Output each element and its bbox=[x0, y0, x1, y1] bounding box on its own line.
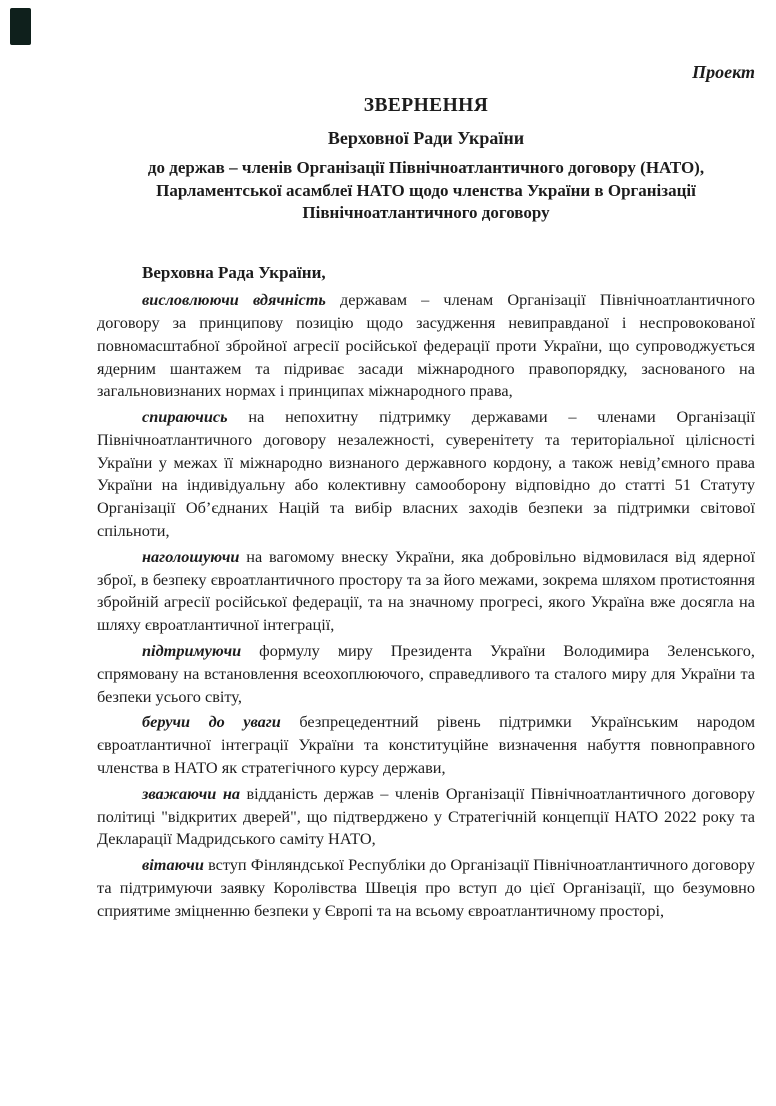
paragraph-beruchy-do-uvahy bbox=[97, 711, 755, 779]
paragraph-lead: зважаючи на bbox=[142, 783, 241, 803]
paragraph-lead: вітаючи bbox=[142, 855, 204, 875]
paragraph-lead: підтримуючи bbox=[142, 641, 242, 661]
paragraph-zvazhaiuchy-na bbox=[97, 783, 755, 851]
paragraph-naholoshuiuchy bbox=[97, 546, 755, 637]
subject-line: до держав – членів Організації Північноатлантичного договору (НАТО), Парламентської асамблеї НАТО щодо членства України в Організації Північноатлантичного договору bbox=[147, 158, 705, 223]
paragraph-text: державам – членам Організації Північноатлантичного договору за принципову позицію щодо засудження невиправданої і неспровокованої повномасштабної збройної агресії російської федерації проти України, що супроводжується ядерним шантажем та підриває засади міжнародного правопорядку, заснованого на загальновизнаних нормах і принципах міжнародного права, bbox=[97, 290, 756, 401]
paragraph-text: формулу миру Президента України Володимира Зеленського, спрямовану на встановлення всеохоплюючого, справедливого та сталого миру для України та безпеки усього світу, bbox=[97, 641, 755, 706]
paragraph-text: вступ Фінляндської Республіки до Організації Північноатлантичного договору та підтримуючи заявку Королівства Швеція про вступ до цієї Організації, що безумовно сприятиме зміцненню безпеки у Європі та на всьому євроатлантичному просторі, bbox=[97, 855, 755, 920]
paragraph-text: відданість держав – членів Організації Північноатлантичного договору політиці "відкритих дверей", що підтверджено у Стратегічній концепції НАТО 2022 року та Декларації Мадридського саміту НАТО, bbox=[97, 783, 755, 849]
paragraph-lead: беручи до уваги bbox=[142, 712, 281, 732]
paragraph-pidtrymuiuchy bbox=[97, 640, 755, 708]
corner-scan-artifact bbox=[10, 8, 31, 45]
author-line: Верховної Ради України bbox=[327, 128, 525, 148]
paragraph-lead: висловлюючи вдячність bbox=[142, 290, 326, 310]
document-content bbox=[97, 62, 755, 926]
document-title: ЗВЕРНЕННЯ bbox=[363, 95, 489, 116]
paragraph-text: безпрецедентний рівень підтримки Українським народом євроатлантичної інтеграції України та конституційне визначення набуття повноправного членства в НАТО як стратегічного курсу держави, bbox=[97, 712, 755, 778]
paragraph-lead: спираючись bbox=[142, 407, 228, 427]
document-body bbox=[97, 289, 755, 923]
paragraph-text: на вагомому внеску України, яка добровільно відмовилася від ядерної зброї, в безпеку євроатлантичного простору та за його межами, зокрема шляхом протистояння збройній агресії російської федерації, та на значному прогресі, якого Україна вже досягла на шляху євроатлантичної інтеграції, bbox=[97, 546, 755, 635]
paragraph-vyslovliuiuchy bbox=[97, 289, 755, 403]
paragraph-spyraiuchys bbox=[97, 406, 755, 543]
paragraph-lead: наголошуючи bbox=[142, 546, 240, 566]
paragraph-text: на непохитну підтримку державами – членами Організації Північноатлантичного договору незалежності, суверенітету та територіальної цілісності України у межах її міжнародно визнаного державного кордону, а також невід’ємного права України на індивідуальну або колективну самооборону відповідно до статті 51 Статуту Організації Об’єднаних Націй та вибір власних заходів безпеки за підтримки світової спільноти, bbox=[97, 407, 755, 541]
paragraph-vitaiuchy bbox=[97, 854, 755, 922]
salutation: Верховна Рада України, bbox=[142, 263, 326, 283]
draft-label: Проект bbox=[692, 62, 755, 82]
